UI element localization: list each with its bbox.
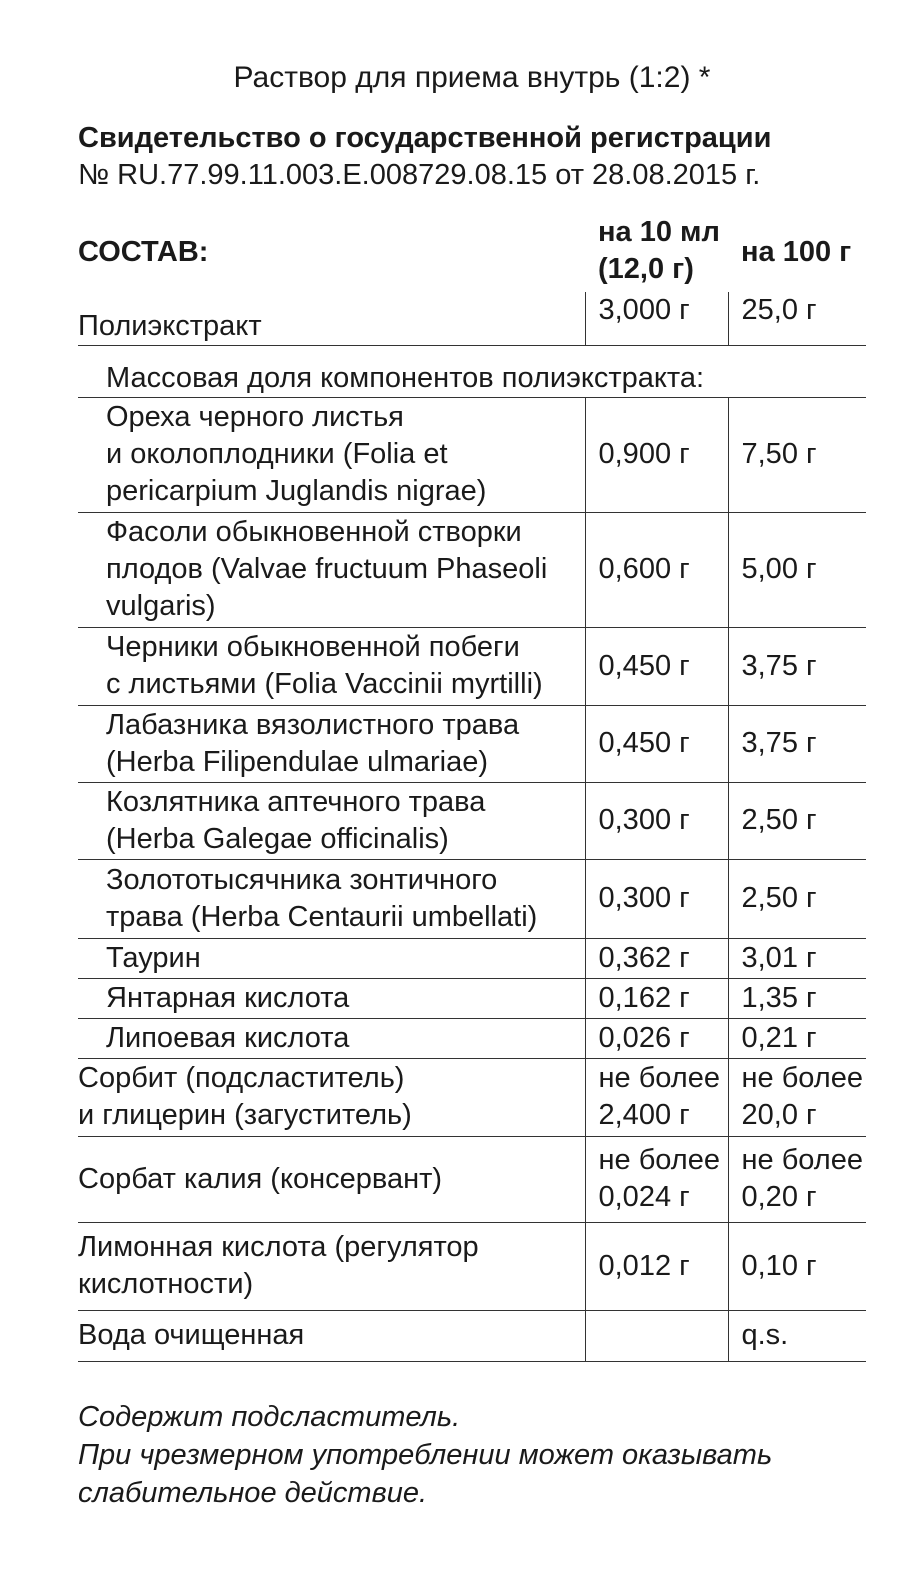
registration-title: Свидетельство о государственной регистрации [78,122,772,154]
ingredient-name: Золототысячника зонтичного трава (Herba Centaurii umbellati) [78,859,585,938]
amount-per-100g: 0,21 г [728,1018,866,1058]
table-row [78,938,866,978]
amount-per-100g: 0,10 г [728,1222,866,1310]
amount-per-100g: 2,50 г [728,859,866,938]
amount-per-10ml: 0,300 г [585,859,728,938]
table-row [78,705,866,782]
ingredient-name: Сорбит (подсластитель) и глицерин (загуститель) [78,1058,585,1136]
ingredient-name: Липоевая кислота [78,1018,585,1058]
table-row [78,1310,866,1361]
sweetener-warning-note: Содержит подсластитель. При чрезмерном употреблении может оказывать слабительное действие. [78,1401,773,1509]
amount-per-10ml: 0,450 г [585,705,728,782]
ingredient-name: Янтарная кислота [78,978,585,1018]
column-header-per-10ml: на 10 мл (12,0 г) [598,216,720,285]
ingredient-name: Вода очищенная [78,1310,585,1361]
ingredient-name: Лабазника вязолистного трава (Herba Filipendulae ulmariae) [78,705,585,782]
amount-per-10ml: 0,450 г [585,627,728,705]
amount-per-10ml: 0,012 г [585,1222,728,1310]
table-row [78,1136,866,1222]
table-row [78,782,866,859]
amount-per-10ml: 0,362 г [585,938,728,978]
composition-heading: СОСТАВ: [78,236,209,268]
ingredient-name: Козлятника аптечного трава (Herba Galegae officinalis) [78,782,585,859]
amount-per-100g: q.s. [728,1310,866,1361]
amount-per-100g: 25,0 г [728,292,866,345]
ingredient-name: Черники обыкновенной побеги с листьями (Folia Vaccinii myrtilli) [78,627,585,705]
amount-per-100g: 3,75 г [728,705,866,782]
table-row [78,978,866,1018]
amount-per-10ml: не более 0,024 г [585,1136,728,1222]
ingredient-name: Ореха черного листья и околоплодники (Folia et pericarpium Juglandis nigrae) [78,397,585,512]
ingredient-name: Сорбат калия (консервант) [78,1136,585,1222]
ingredient-name: Таурин [78,938,585,978]
table-row [78,512,866,627]
ingredient-name: Полиэкстракт [78,292,585,345]
table-row [78,397,866,512]
amount-per-100g: 5,00 г [728,512,866,627]
amount-per-100g: 3,75 г [728,627,866,705]
section-label: Массовая доля компонентов полиэкстракта: [78,345,866,397]
amount-per-100g: не более 20,0 г [728,1058,866,1136]
amount-per-10ml: 0,026 г [585,1018,728,1058]
table-row [78,1018,866,1058]
amount-per-10ml: 0,300 г [585,782,728,859]
product-form-subtitle: Раствор для приема внутрь (1:2) * [233,61,711,94]
table-row [78,627,866,705]
table-row [78,1058,866,1136]
amount-per-10ml: 0,900 г [585,397,728,512]
composition-table [78,292,866,1362]
amount-per-100g: 7,50 г [728,397,866,512]
amount-per-10ml: 0,600 г [585,512,728,627]
amount-per-100g: 1,35 г [728,978,866,1018]
table-row [78,859,866,938]
amount-per-10ml: 3,000 г [585,292,728,345]
table-row [78,1222,866,1310]
registration-number: № RU.77.99.11.003.E.008729.08.15 от 28.08.2015 г. [78,159,761,191]
amount-per-100g: не более 0,20 г [728,1136,866,1222]
table-row-polyextract [78,292,866,345]
amount-per-10ml [585,1310,728,1361]
column-header-per-100g: на 100 г [741,236,852,268]
amount-per-10ml: не более 2,400 г [585,1058,728,1136]
table-row-section-label [78,345,866,397]
amount-per-100g: 2,50 г [728,782,866,859]
amount-per-10ml: 0,162 г [585,978,728,1018]
ingredient-name: Лимонная кислота (регулятор кислотности) [78,1222,585,1310]
ingredient-name: Фасоли обыкновенной створки плодов (Valvae fructuum Phaseoli vulgaris) [78,512,585,627]
amount-per-100g: 3,01 г [728,938,866,978]
